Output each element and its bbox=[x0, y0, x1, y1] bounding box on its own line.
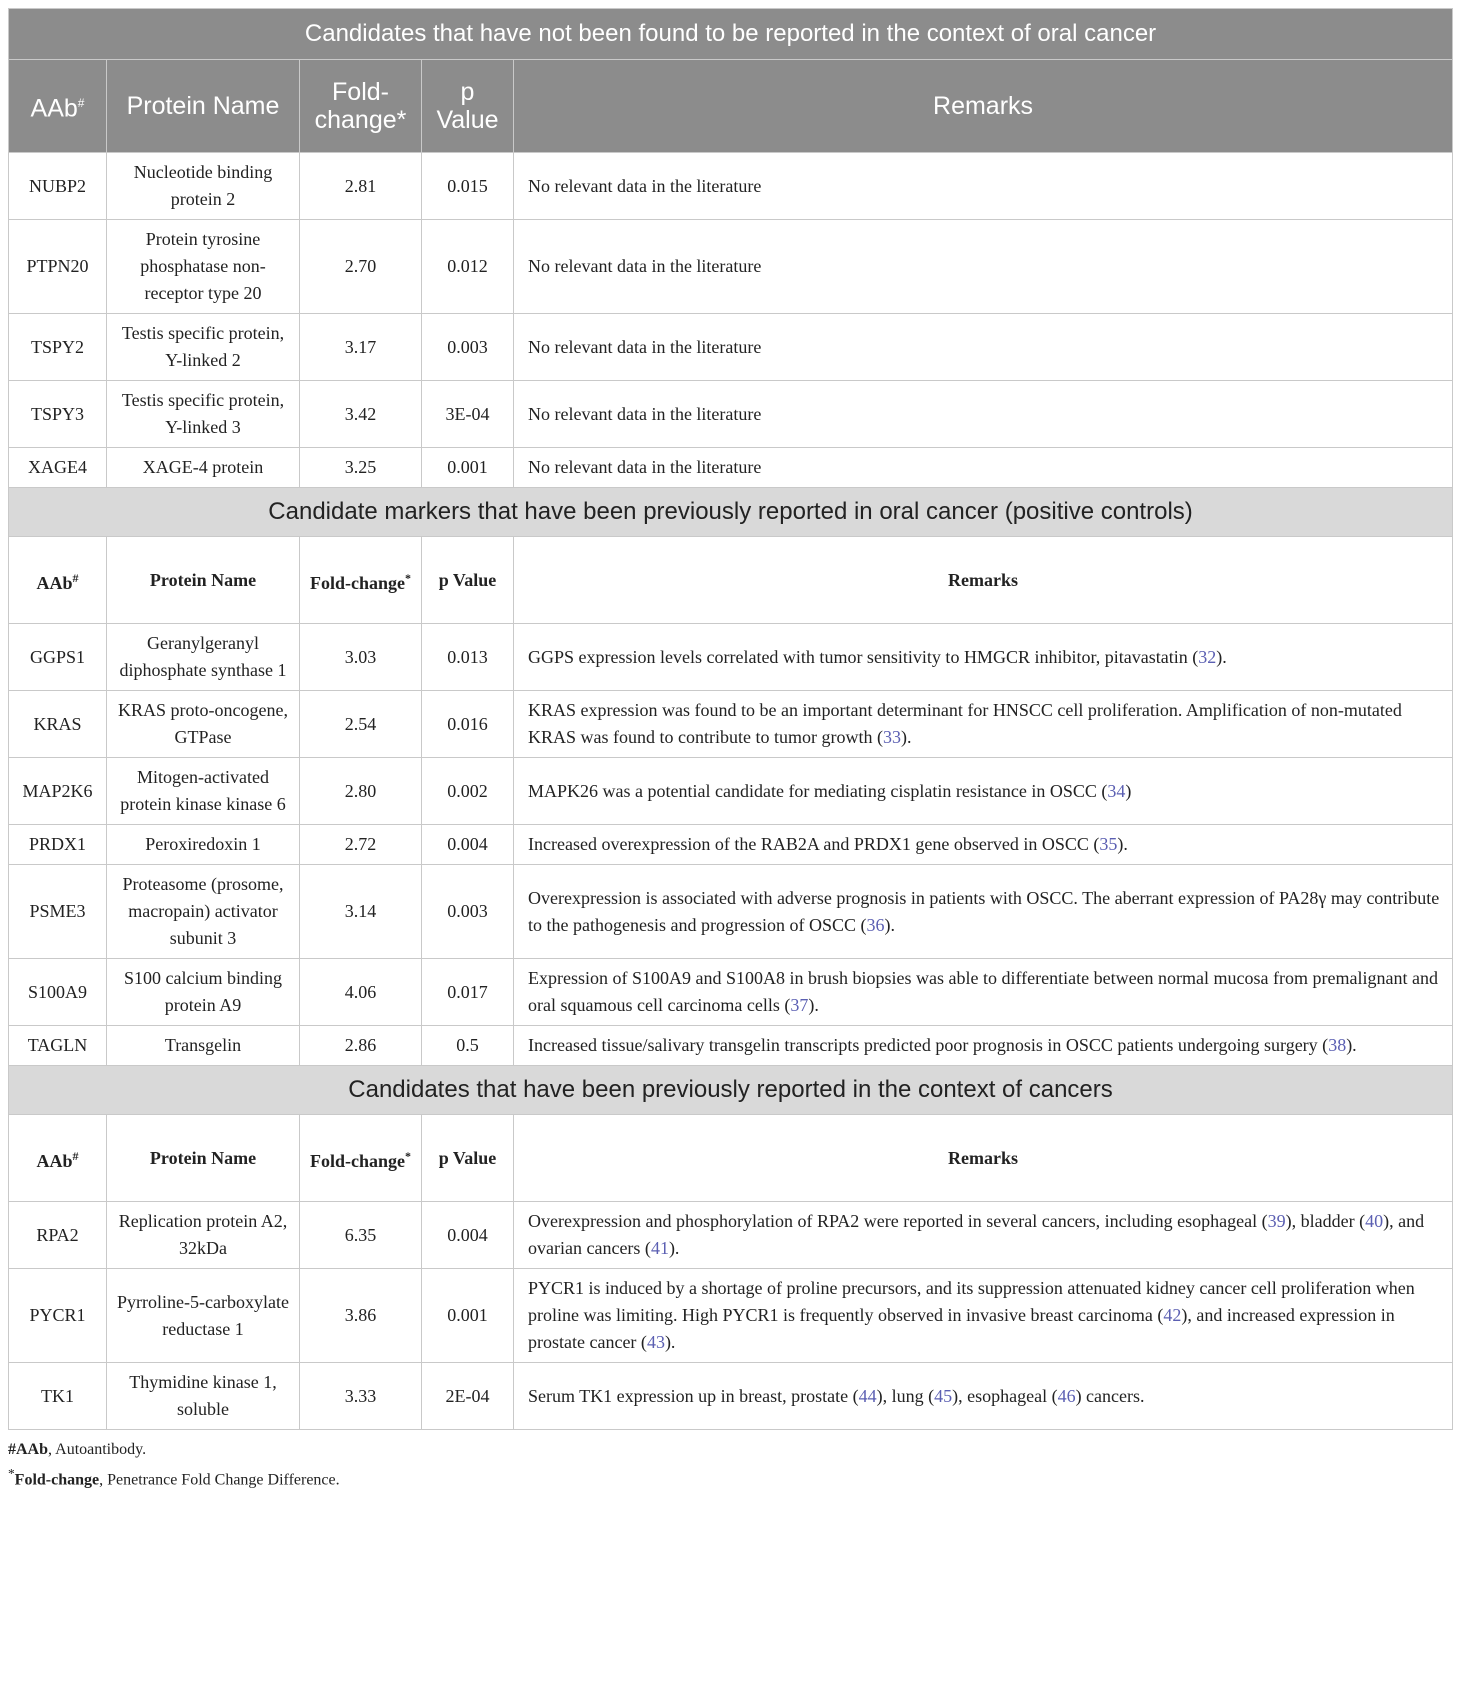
cell-protein-name: Testis specific protein, Y-linked 3 bbox=[107, 381, 300, 448]
header-remarks: Remarks bbox=[514, 537, 1453, 624]
section-title: Candidates that have been previously reported in the context of cancers bbox=[9, 1066, 1453, 1115]
superscript-mark: # bbox=[72, 570, 79, 585]
cell-aab: PRDX1 bbox=[9, 825, 107, 865]
cell-fold-change: 3.03 bbox=[300, 624, 422, 691]
cell-p-value: 0.5 bbox=[422, 1026, 514, 1066]
cell-fold-change: 6.35 bbox=[300, 1202, 422, 1269]
cell-protein-name: Thymidine kinase 1, soluble bbox=[107, 1363, 300, 1430]
table-row bbox=[9, 1202, 1453, 1269]
cell-aab: TAGLN bbox=[9, 1026, 107, 1066]
cell-aab: MAP2K6 bbox=[9, 758, 107, 825]
cell-p-value: 0.003 bbox=[422, 865, 514, 959]
footnote-term: Fold-change bbox=[14, 1471, 100, 1489]
cell-remarks: Increased overexpression of the RAB2A and PRDX1 gene observed in OSCC (35). bbox=[514, 825, 1453, 865]
section-title: Candidate markers that have been previously reported in oral cancer (positive controls) bbox=[9, 488, 1453, 537]
cell-remarks: Increased tissue/salivary transgelin transcripts predicted poor prognosis in OSCC patients undergoing surgery (38). bbox=[514, 1026, 1453, 1066]
cell-protein-name: Testis specific protein, Y-linked 2 bbox=[107, 314, 300, 381]
cell-p-value: 0.004 bbox=[422, 825, 514, 865]
footnotes bbox=[8, 1438, 1452, 1492]
cell-remarks: Overexpression and phosphorylation of RPA2 were reported in several cancers, including esophageal (39), bladder (40), and ovarian cancers (41). bbox=[514, 1202, 1453, 1269]
column-header-row bbox=[9, 60, 1453, 153]
cell-p-value: 0.012 bbox=[422, 220, 514, 314]
cell-aab: RPA2 bbox=[9, 1202, 107, 1269]
cell-p-value: 3E-04 bbox=[422, 381, 514, 448]
cell-protein-name: Pyrroline-5-carboxylate reductase 1 bbox=[107, 1269, 300, 1363]
header-protein-name: Protein Name bbox=[107, 60, 300, 153]
header-fold-change: Fold-change* bbox=[300, 60, 422, 153]
cell-p-value: 0.001 bbox=[422, 448, 514, 488]
cell-fold-change: 2.81 bbox=[300, 153, 422, 220]
table-row bbox=[9, 448, 1453, 488]
column-header-row bbox=[9, 537, 1453, 624]
cell-protein-name: Mitogen-activated protein kinase kinase 6 bbox=[107, 758, 300, 825]
table-row bbox=[9, 314, 1453, 381]
cell-p-value: 0.017 bbox=[422, 959, 514, 1026]
table-row bbox=[9, 758, 1453, 825]
table-row bbox=[9, 691, 1453, 758]
cell-remarks: No relevant data in the literature bbox=[514, 220, 1453, 314]
cell-remarks: MAPK26 was a potential candidate for mediating cisplatin resistance in OSCC (34) bbox=[514, 758, 1453, 825]
reference-link: 35 bbox=[1099, 834, 1118, 854]
cell-remarks: KRAS expression was found to be an important determinant for HNSCC cell proliferation. Amplification of non-mutated KRAS was found to contribute to tumor growth (33). bbox=[514, 691, 1453, 758]
header-p-value: p Value bbox=[422, 60, 514, 153]
cell-aab: PSME3 bbox=[9, 865, 107, 959]
table-row bbox=[9, 381, 1453, 448]
reference-link: 38 bbox=[1328, 1035, 1347, 1055]
cell-p-value: 0.016 bbox=[422, 691, 514, 758]
cell-fold-change: 3.42 bbox=[300, 381, 422, 448]
cell-p-value: 0.002 bbox=[422, 758, 514, 825]
section-title: Candidates that have not been found to be reported in the context of oral cancer bbox=[9, 9, 1453, 60]
reference-link: 46 bbox=[1057, 1385, 1076, 1406]
cell-protein-name: Peroxiredoxin 1 bbox=[107, 825, 300, 865]
cell-remarks: Overexpression is associated with adverse prognosis in patients with OSCC. The aberrant expression of PA28γ may contribute to the pathogenesis and progression of OSCC (36). bbox=[514, 865, 1453, 959]
reference-link: 32 bbox=[1198, 646, 1217, 667]
cell-fold-change: 3.14 bbox=[300, 865, 422, 959]
table-row bbox=[9, 1026, 1453, 1066]
cell-fold-change: 2.70 bbox=[300, 220, 422, 314]
header-p-value: p Value bbox=[422, 1115, 514, 1202]
table-row bbox=[9, 1363, 1453, 1430]
candidates-table bbox=[8, 8, 1453, 1430]
cell-remarks: Serum TK1 expression up in breast, prostate (44), lung (45), esophageal (46) cancers. bbox=[514, 1363, 1453, 1430]
cell-fold-change: 2.54 bbox=[300, 691, 422, 758]
cell-fold-change: 2.86 bbox=[300, 1026, 422, 1066]
footnote-line: *Fold-change, Penetrance Fold Change Difference. bbox=[8, 1466, 340, 1489]
cell-fold-change: 2.72 bbox=[300, 825, 422, 865]
cell-aab: TK1 bbox=[9, 1363, 107, 1430]
cell-protein-name: Nucleotide binding protein 2 bbox=[107, 153, 300, 220]
table-row bbox=[9, 153, 1453, 220]
cell-protein-name: S100 calcium binding protein A9 bbox=[107, 959, 300, 1026]
cell-p-value: 2E-04 bbox=[422, 1363, 514, 1430]
header-protein-name: Protein Name bbox=[107, 537, 300, 624]
header-remarks: Remarks bbox=[514, 1115, 1453, 1202]
superscript-mark: # bbox=[72, 1148, 79, 1163]
table-row bbox=[9, 624, 1453, 691]
header-aab: AAb# bbox=[9, 1115, 107, 1202]
cell-p-value: 0.003 bbox=[422, 314, 514, 381]
reference-link: 37 bbox=[790, 995, 809, 1015]
table-row bbox=[9, 220, 1453, 314]
cell-protein-name: Replication protein A2, 32kDa bbox=[107, 1202, 300, 1269]
cell-p-value: 0.004 bbox=[422, 1202, 514, 1269]
column-header-row bbox=[9, 1115, 1453, 1202]
cell-p-value: 0.015 bbox=[422, 153, 514, 220]
table-row bbox=[9, 959, 1453, 1026]
footnote-term: #AAb bbox=[8, 1441, 49, 1458]
cell-remarks: GGPS expression levels correlated with tumor sensitivity to HMGCR inhibitor, pitavastatin (32). bbox=[514, 624, 1453, 691]
cell-remarks: PYCR1 is induced by a shortage of proline precursors, and its suppression attenuated kidney cancer cell proliferation when proline was limiting. High PYCR1 is frequently observed in invasive breast carcinoma (42), and increased expression in prostate cancer (43). bbox=[514, 1269, 1453, 1363]
reference-link: 36 bbox=[866, 914, 885, 935]
superscript-mark: # bbox=[77, 96, 85, 111]
cell-remarks: No relevant data in the literature bbox=[514, 381, 1453, 448]
reference-link: 33 bbox=[882, 727, 901, 747]
table-row bbox=[9, 1269, 1453, 1363]
reference-link: 39 bbox=[1267, 1211, 1286, 1231]
cell-aab: NUBP2 bbox=[9, 153, 107, 220]
reference-link: 45 bbox=[934, 1385, 953, 1406]
cell-fold-change: 3.86 bbox=[300, 1269, 422, 1363]
cell-p-value: 0.013 bbox=[422, 624, 514, 691]
cell-aab: TSPY3 bbox=[9, 381, 107, 448]
cell-remarks: No relevant data in the literature bbox=[514, 153, 1453, 220]
footnote-line: #AAb, Autoantibody. bbox=[8, 1441, 147, 1458]
table-row bbox=[9, 825, 1453, 865]
cell-protein-name: Geranylgeranyl diphosphate synthase 1 bbox=[107, 624, 300, 691]
section-title-row bbox=[9, 488, 1453, 537]
cell-aab: GGPS1 bbox=[9, 624, 107, 691]
cell-p-value: 0.001 bbox=[422, 1269, 514, 1363]
superscript-mark: * bbox=[405, 570, 412, 585]
header-aab: AAb# bbox=[9, 537, 107, 624]
reference-link: 40 bbox=[1365, 1211, 1384, 1231]
cell-fold-change: 3.25 bbox=[300, 448, 422, 488]
cell-protein-name: XAGE-4 protein bbox=[107, 448, 300, 488]
table-row bbox=[9, 865, 1453, 959]
section-title-row bbox=[9, 9, 1453, 60]
cell-remarks: No relevant data in the literature bbox=[514, 314, 1453, 381]
footnote-symbol: * bbox=[8, 1466, 15, 1481]
header-fold-change: Fold-change* bbox=[300, 1115, 422, 1202]
cell-aab: TSPY2 bbox=[9, 314, 107, 381]
cell-aab: XAGE4 bbox=[9, 448, 107, 488]
cell-remarks: No relevant data in the literature bbox=[514, 448, 1453, 488]
header-aab: AAb# bbox=[9, 60, 107, 153]
cell-aab: PTPN20 bbox=[9, 220, 107, 314]
cell-fold-change: 3.33 bbox=[300, 1363, 422, 1430]
section-title-row bbox=[9, 1066, 1453, 1115]
reference-link: 41 bbox=[650, 1238, 669, 1258]
reference-link: 34 bbox=[1107, 780, 1126, 801]
cell-protein-name: KRAS proto-oncogene, GTPase bbox=[107, 691, 300, 758]
superscript-mark: * bbox=[405, 1148, 412, 1163]
header-protein-name: Protein Name bbox=[107, 1115, 300, 1202]
table-container bbox=[8, 8, 1452, 1492]
cell-protein-name: Transgelin bbox=[107, 1026, 300, 1066]
cell-protein-name: Proteasome (prosome, macropain) activator subunit 3 bbox=[107, 865, 300, 959]
cell-remarks: Expression of S100A9 and S100A8 in brush biopsies was able to differentiate between normal mucosa from premalignant and oral squamous cell carcinoma cells (37). bbox=[514, 959, 1453, 1026]
reference-link: 42 bbox=[1163, 1305, 1182, 1325]
cell-aab: PYCR1 bbox=[9, 1269, 107, 1363]
reference-link: 43 bbox=[646, 1332, 665, 1352]
header-fold-change: Fold-change* bbox=[300, 537, 422, 624]
cell-fold-change: 3.17 bbox=[300, 314, 422, 381]
cell-protein-name: Protein tyrosine phosphatase non-receptor type 20 bbox=[107, 220, 300, 314]
reference-link: 44 bbox=[858, 1385, 877, 1406]
cell-aab: KRAS bbox=[9, 691, 107, 758]
cell-fold-change: 4.06 bbox=[300, 959, 422, 1026]
cell-aab: S100A9 bbox=[9, 959, 107, 1026]
cell-fold-change: 2.80 bbox=[300, 758, 422, 825]
header-p-value: p Value bbox=[422, 537, 514, 624]
header-remarks: Remarks bbox=[514, 60, 1453, 153]
